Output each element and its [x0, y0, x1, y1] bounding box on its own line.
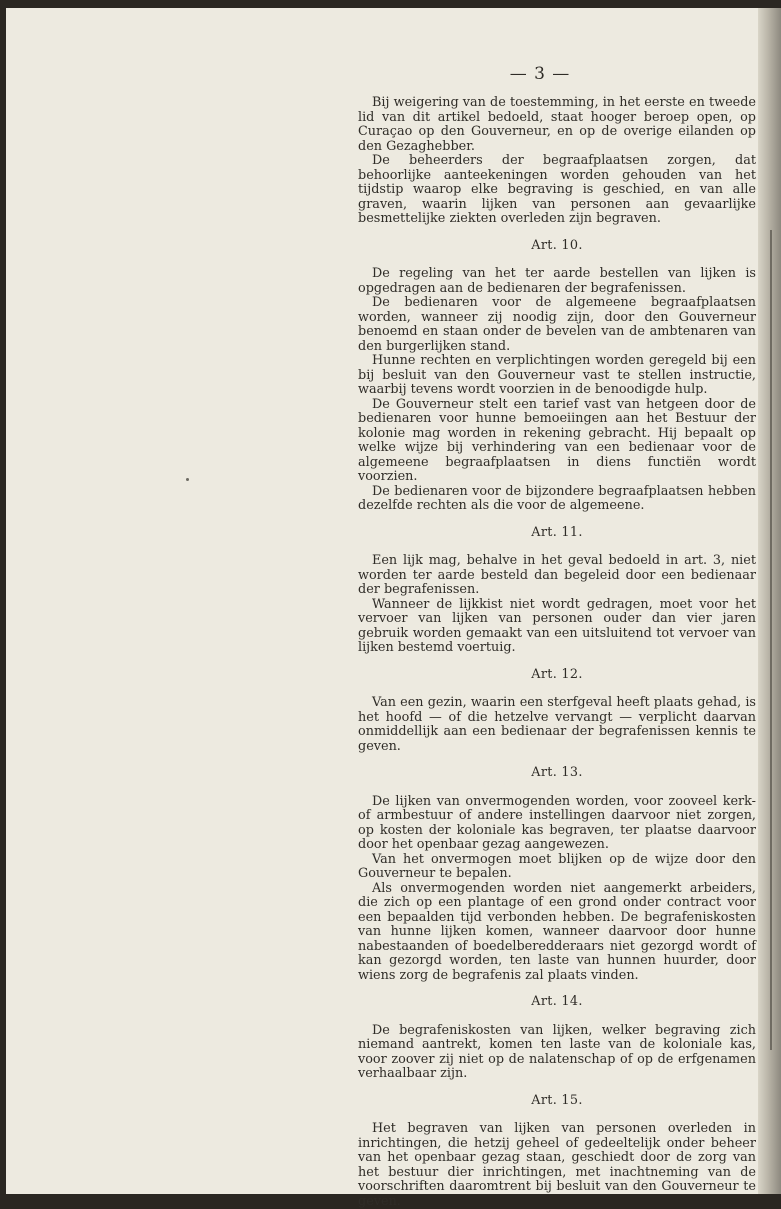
document-body — [358, 96, 756, 1209]
article-heading: Art. 10. — [531, 237, 583, 253]
article-heading: Art. 12. — [531, 666, 583, 682]
paragraph: De beheerders der begraafplaatsen zorgen, dat behoorlijke aanteekeningen worden gehouden van het tijdstip waarop elke begraving is geschied, en van alle graven, waarin lijken van personen aan gevaarlijke besmettelijke ziekten overleden zijn begraven. — [358, 153, 756, 226]
paragraph: Wanneer de lijkkist niet wordt gedragen, moet voor het vervoer van lijken van personen ouder dan vier jaren gebruik worden gemaakt van een uitsluitend tot vervoer van lijken bestemd voertuig. — [358, 596, 756, 655]
page-number: — 3 — — [509, 64, 571, 84]
paragraph: Bij weigering van de toestemming, in het eerste en tweede lid van dit artikel bedoeld, staat hooger beroep open, op Curaçao op den Gouverneur, en op de overige eilanden op den Gezaghebber. — [358, 95, 756, 154]
paragraph: De lijken van onvermogenden worden, voor zooveel kerk- of armbestuur of andere instellingen daarvoor niet zorgen, op kosten der koloniale kas begraven, ter plaatse daarvoor door het openbaar gezag aangewezen. — [358, 793, 756, 852]
paragraph: De begrafeniskosten van lijken, welker begraving zich niemand aantrekt, komen ten laste van de koloniale kas, voor zoover zij niet op de nalatenschap of op de erfgenamen verhaalbaar zijn. — [358, 1022, 756, 1081]
article-heading: Art. 15. — [531, 1092, 583, 1108]
paragraph: Van een gezin, waarin een sterfgeval heeft plaats gehad, is het hoofd — of die hetzelve vervangt — verplicht daarvan onmiddellijk aan een bedienaar der begrafenissen kennis te geven. — [358, 695, 756, 754]
paragraph: De bedienaren voor de bijzondere begraafplaatsen hebben dezelfde rechten als die voor de algemeene. — [358, 483, 756, 513]
paragraph: Van het onvermogen moet blijken op de wijze door den Gouverneur te bepalen. — [358, 851, 756, 881]
paragraph: De bedienaren voor de algemeene begraafplaatsen worden, wanneer zij noodig zijn, door den Gouverneur benoemd en staan onder de bevelen van de ambtenaren van den burgerlijken stand. — [358, 295, 756, 354]
paragraph: De Gouverneur stelt een tarief vast van hetgeen door de bedienaren voor hunne bemoeiingen aan het Bestuur der kolonie mag worden in rekening gebracht. Hij bepaalt op welke wijze bij verhindering van een bedienaar voor de algemeene begraafplaatsen in diens functiën wordt voorzien. — [358, 396, 756, 484]
paragraph: Als onvermogenden worden niet aangemerkt arbeiders, die zich op een plantage of een grond onder contract voor een bepaalden tijd verbonden hebben. De begrafeniskosten van hunne lijken komen, wanneer daarvoor door hunne nabestaanden of boedelberedderaars niet gezorgd wordt of kan gezorgd worden, ten laste van hunnen huurder, door wiens zorg de begrafenis zal plaats vinden. — [358, 880, 756, 983]
paragraph: Het begraven van lijken van personen overleden in inrichtingen, die hetzij geheel of gedeeltelijk onder beheer van het openbaar gezag staan, geschiedt door de zorg van het bestuur dier inrichtingen, met inachtneming van de voorschriften daaromtrent bij besluit van den Gouverneur te geven. — [358, 1121, 756, 1209]
article-heading: Art. 14. — [531, 994, 583, 1009]
binding-line — [770, 230, 772, 1050]
paragraph: Hunne rechten en verplichtingen worden geregeld bij een bij besluit van den Gouverneur vast te stellen instructie, waarbij tevens wordt voorzien in de benoodigde hulp. — [358, 353, 756, 397]
paragraph: De regeling van het ter aarde bestellen van lijken is opgedragen aan de bedienaren der begrafenissen. — [358, 266, 756, 296]
paper-speck — [186, 478, 189, 481]
article-heading: Art. 13. — [531, 765, 583, 780]
paragraph: Een lijk mag, behalve in het geval bedoeld in art. 3, niet worden ter aarde besteld dan begeleid door een bedienaar der begrafenissen. — [358, 553, 756, 597]
article-heading: Art. 11. — [531, 524, 583, 540]
